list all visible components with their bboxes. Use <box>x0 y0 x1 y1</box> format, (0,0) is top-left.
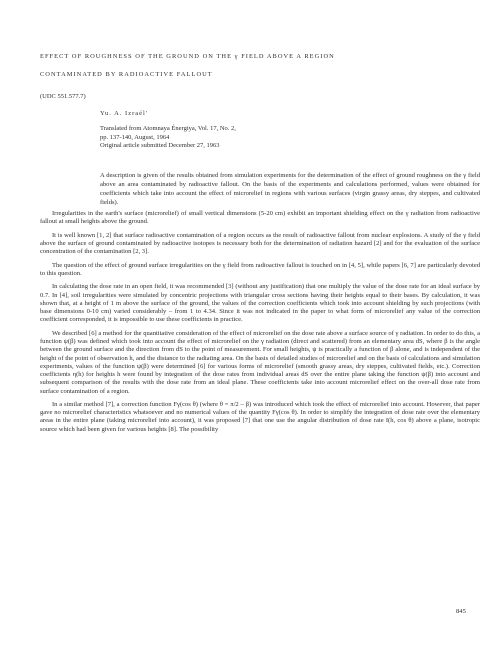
body-paragraph: In a similar method [7], a correction function Fγ(cos θ) (where θ = π/2 – β) was introduced which took the effect of microrelief into account. However, that paper gave no microrelief characteristics whatsoever and no numerical values of the quantity Fγ(cos θ). In order to simplify the integration of dose rate over the elementary areas in the entire plane (taking microrelief into account), it was proposed [7] that one use the angular distribution of dose rate I(h, cos θ) above a plane, isotropic source which had been given for various heights [8]. The possibility <box>40 400 480 433</box>
body-paragraph: We described [6] a method for the quantitative consideration of the effect of microrelief on the dose rate above a surface source of γ radiation. In order to do this, a function ψ(β) was defined which took into account the effect of microrelief on the γ radiation (direct and scattered) from an elementary area dS, where β is the angle between the ground surface and the direction from dS to the point of measurement. For small heights, ψ is practically a function of β alone, and is independent of the height of the point of observation h, and the distance to the radiating area. On the basis of detailed studies of microrelief and on the basis of calculations and simulation experiments, values of the function ψ(β) were determined [6] for various forms of microrelief (smooth grassy areas, dry steppes, cultivated fields, etc.). Correction coefficients η(h) for heights h were found by integration of the dose rates from individual areas dS over the entire plane taking the function ψ(β) into account and subsequent comparison of the results with the dose rate from an ideal plane. These coefficients take into account microrelief effect on the over-all dose rate from surface contamination of a region. <box>40 329 480 395</box>
body-paragraph: It is well known [1, 2] that surface radioactive contamination of a region occurs as the result of radioactive fallout from nuclear explosions. A study of the γ field above the surface of ground contaminated by radioactive isotopes is necessary both for the determination of radiation hazard [2] and for the evaluation of the surface concentration of the contamination [2, 3]. <box>40 231 480 256</box>
body-paragraph: In calculating the dose rate in an open field, it was recommended [3] (without any justification) that one multiply the value of the dose rate for an ideal surface by 0.7. In [4], soil irregularities were simulated by concentric projections with triangular cross sections having their heights equal to their bases. By calculation, it was shown that, at a height of 1 m above the surface of the ground, the values of the correction coefficients which took into account shielding by such projections (with base dimensions 0-10 cm) varied considerably – from 1 to 4.34. Since it was not indicated in the paper to what form of microrelief any value of the correction coefficient corresponded, it is impossible to use these coefficients in practice. <box>40 283 480 324</box>
publication-meta <box>100 125 460 151</box>
article-body <box>40 210 480 439</box>
body-paragraph: Irregularities in the earth's surface (microrelief) of small vertical dimensions (5-20 cm) exhibit an important shielding effect on the γ radiation from radioactive fallout at small heights above the ground. <box>40 210 480 226</box>
translation-source: Translated from Atomnaya Énergiya, Vol. 17, No. 2, <box>100 125 236 132</box>
article-title-line-2: CONTAMINATED BY RADIOACTIVE FALLOUT <box>40 71 213 78</box>
abstract: A description is given of the results obtained from simulation experiments for the determination of the effect of ground roughness on the γ field above an area contaminated by radioactive fallout. On the basis of the experiments and calculations performed, values were obtained for coefficients which take into account the effect of microrelief in regions with various surfaces (virgin grassy areas, dry steppes, and cultivated fields). <box>100 172 480 206</box>
page-number: 845 <box>456 608 466 615</box>
submission-date: Original article submitted December 27, 1963 <box>100 142 220 150</box>
body-paragraph: The question of the effect of ground surface irregularities on the γ field from radioactive fallout is touched on in [4, 5], while papers [6, 7] are particularly devoted to this question. <box>40 261 480 277</box>
udc-code: (UDC 551.577.7) <box>40 93 86 100</box>
author-name: Yu. A. Izraél' <box>100 110 149 117</box>
article-title-line-1: EFFECT OF ROUGHNESS OF THE GROUND ON THE γ FIELD ABOVE A REGION <box>40 53 335 60</box>
page-range: pp. 137-140, August, 1964 <box>100 133 170 141</box>
